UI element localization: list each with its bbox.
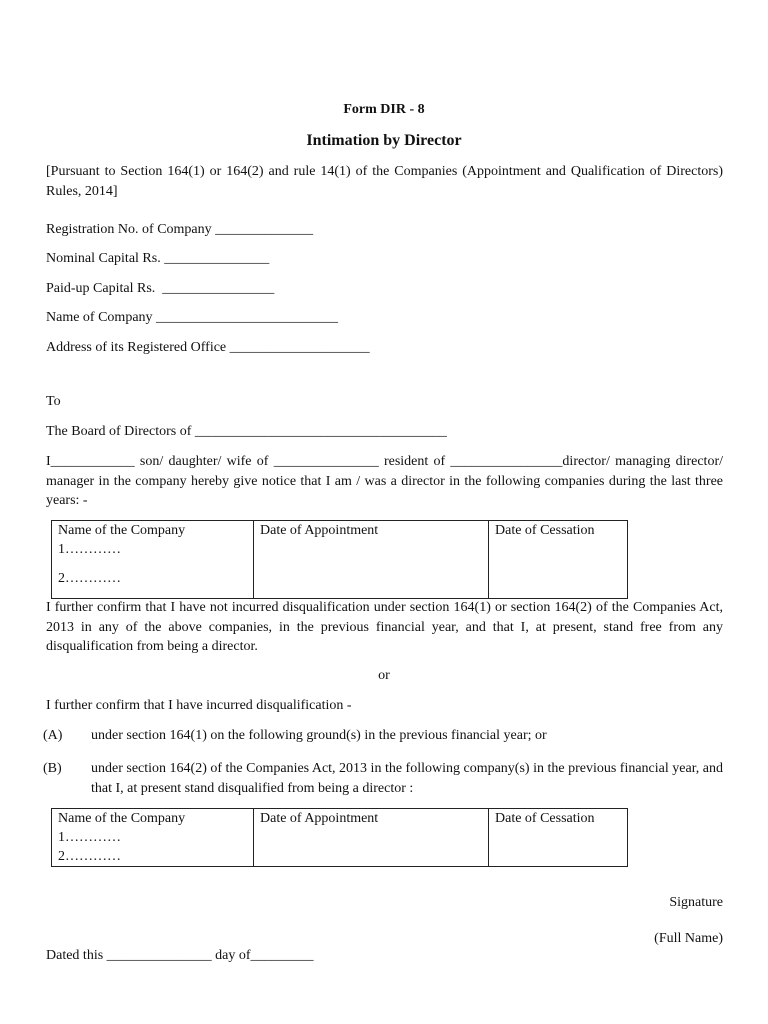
directorship-table	[51, 520, 628, 599]
column-header: Date of Appointment	[260, 811, 379, 826]
column-header: Date of Appointment	[260, 523, 379, 538]
item-text: under section 164(2) of the Companies Act, 2013 in the following company(s) in the previous financial year, and that I, at present stand disqualified from being a director :	[91, 761, 724, 796]
dated-line: Dated this _______________ day of_________	[46, 948, 314, 963]
form-title: Intimation by Director	[306, 132, 462, 149]
list-item	[43, 726, 723, 746]
table-row	[52, 521, 628, 599]
company-name-cell	[52, 809, 254, 867]
row-entry: 1…………	[58, 830, 121, 845]
column-header: Date of Cessation	[495, 523, 595, 538]
company-name-field: Name of Company __________________________	[46, 310, 339, 325]
row-entry: 2…………	[58, 571, 121, 586]
registered-office-field: Address of its Registered Office ____________________	[46, 340, 370, 355]
nominal-capital-field: Nominal Capital Rs. _______________	[46, 251, 270, 266]
registration-no-field: Registration No. of Company ______________	[46, 222, 314, 237]
company-name-cell	[52, 521, 254, 599]
cessation-date-cell	[489, 521, 628, 599]
appointment-date-cell	[254, 809, 489, 867]
disqualification-statement: I further confirm that I have incurred disqualification -	[46, 698, 352, 713]
column-header: Name of the Company	[58, 523, 186, 538]
column-header: Name of the Company	[58, 811, 186, 826]
pursuant-text: [Pursuant to Section 164(1) or 164(2) and rule 14(1) of the Companies (Appointment and Qualification of Directors) Rules, 2014]	[46, 164, 723, 199]
no-disqualification-paragraph: I further confirm that I have not incurred disqualification under section 164(1) or section 164(2) of the Companies Act, 2013 in any of the above companies, in the previous financial year, and that I, at present, stand free from any disqualification from being a director.	[46, 600, 723, 654]
column-header: Date of Cessation	[495, 811, 595, 826]
board-of-directors-line: The Board of Directors of ____________________________________	[46, 424, 447, 439]
list-item	[43, 759, 724, 798]
cessation-date-cell	[489, 809, 628, 867]
signature-label: Signature	[669, 895, 723, 910]
table-row	[52, 809, 628, 867]
appointment-date-cell	[254, 521, 489, 599]
item-label: (B)	[43, 761, 62, 776]
row-entry: 2…………	[58, 849, 121, 864]
item-text: under section 164(1) on the following ground(s) in the previous financial year; or	[91, 728, 547, 743]
or-separator: or	[378, 668, 390, 683]
item-label: (A)	[43, 728, 63, 743]
form-number: Form DIR - 8	[343, 102, 425, 117]
notice-paragraph: I____________ son/ daughter/ wife of _______________ resident of ________________director/ managing director/ manager in the company hereby give notice that I am / was a director in the following companies during the last three years: -	[46, 454, 723, 508]
to-label: To	[46, 394, 61, 409]
paid-up-capital-field: Paid-up Capital Rs. ________________	[46, 281, 275, 296]
row-entry: 1…………	[58, 542, 121, 557]
full-name-label: (Full Name)	[654, 931, 723, 946]
disqualification-table	[51, 808, 628, 867]
